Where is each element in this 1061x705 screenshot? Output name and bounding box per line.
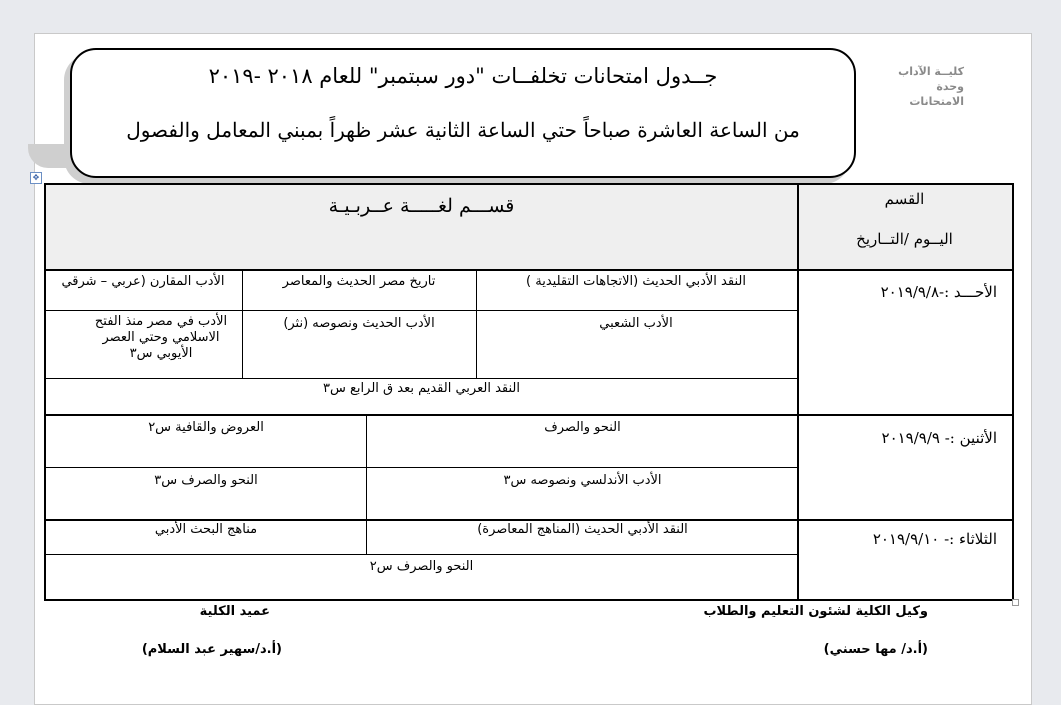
table-resize-handle-icon[interactable]: [1012, 599, 1019, 606]
exam-cell: الأدب الأندلسي ونصوصه س٣: [503, 473, 662, 488]
vice-dean-name: (أ.د/ مها حسني): [823, 642, 928, 657]
day-label-sunday: الأحـــد :-٢٠١٩/٩/٨: [880, 283, 997, 301]
day-label-tuesday: الثلاثاء :- ٢٠١٩/٩/١٠: [872, 530, 997, 548]
exam-cell: تاريخ مصر الحديث والمعاصر: [282, 274, 436, 289]
department-name: قســـم لغـــــة عــربـيـة: [328, 195, 515, 217]
exam-cell: النحو والصرف س٣: [154, 473, 258, 488]
exam-cell: النقد العربي القديم بعد ق الرابع س٣: [323, 381, 520, 396]
department-column-label: القسم: [884, 190, 925, 208]
exam-cell: النقد الأدبي الحديث (المناهج المعاصرة): [477, 522, 688, 537]
date-column-label: اليــوم /التــاريخ: [856, 230, 953, 248]
day-divider-2: [46, 519, 1012, 521]
exam-cell: العروض والقافية س٢: [148, 420, 264, 435]
exam-cell: الأدب في مصر منذ الفتح الاسلامي وحتي العصر الأيوبي س٣: [94, 314, 228, 361]
header-divider: [46, 269, 1012, 271]
exam-cell: النحو والصرف س٢: [369, 559, 474, 574]
dean-title: عميد الكلية: [199, 604, 270, 619]
dean-name: (أ.د/سهير عبد السلام): [141, 642, 282, 657]
exam-cell: الأدب المقارن (عربي – شرقي: [61, 274, 225, 289]
exam-unit-name: وحدة الامتحانات: [909, 80, 964, 108]
banner-title: جــدول امتحانات تخلفــات "دور سبتمبر" للعام ٢٠١٨ -٢٠١٩: [208, 64, 718, 88]
exam-cell: مناهج البحث الأدبي: [154, 522, 258, 537]
day-divider-1: [46, 414, 1012, 416]
faculty-header: [884, 64, 964, 109]
table-move-handle-icon[interactable]: ✥: [30, 172, 42, 184]
banner-subtitle: من الساعة العاشرة صباحاً حتي الساعة الثانية عشر ظهراً بمبني المعامل والفصول: [126, 118, 800, 142]
exam-cell: الأدب الحديث ونصوصه (نثر): [283, 316, 435, 331]
title-banner: [70, 48, 856, 178]
exam-cell: النقد الأدبي الحديث (الاتجاهات التقليدية ): [526, 274, 746, 289]
exam-cell: الأدب الشعبي: [599, 316, 673, 331]
vice-dean-title: وكيل الكلية لشئون التعليم والطلاب: [703, 604, 928, 619]
exam-cell: النحو والصرف: [544, 420, 621, 435]
faculty-name: كليــة الآداب: [898, 65, 964, 78]
day-label-monday: الأثنين :- ٢٠١٩/٩/٩: [881, 429, 997, 447]
exam-schedule-table: [44, 183, 1014, 601]
